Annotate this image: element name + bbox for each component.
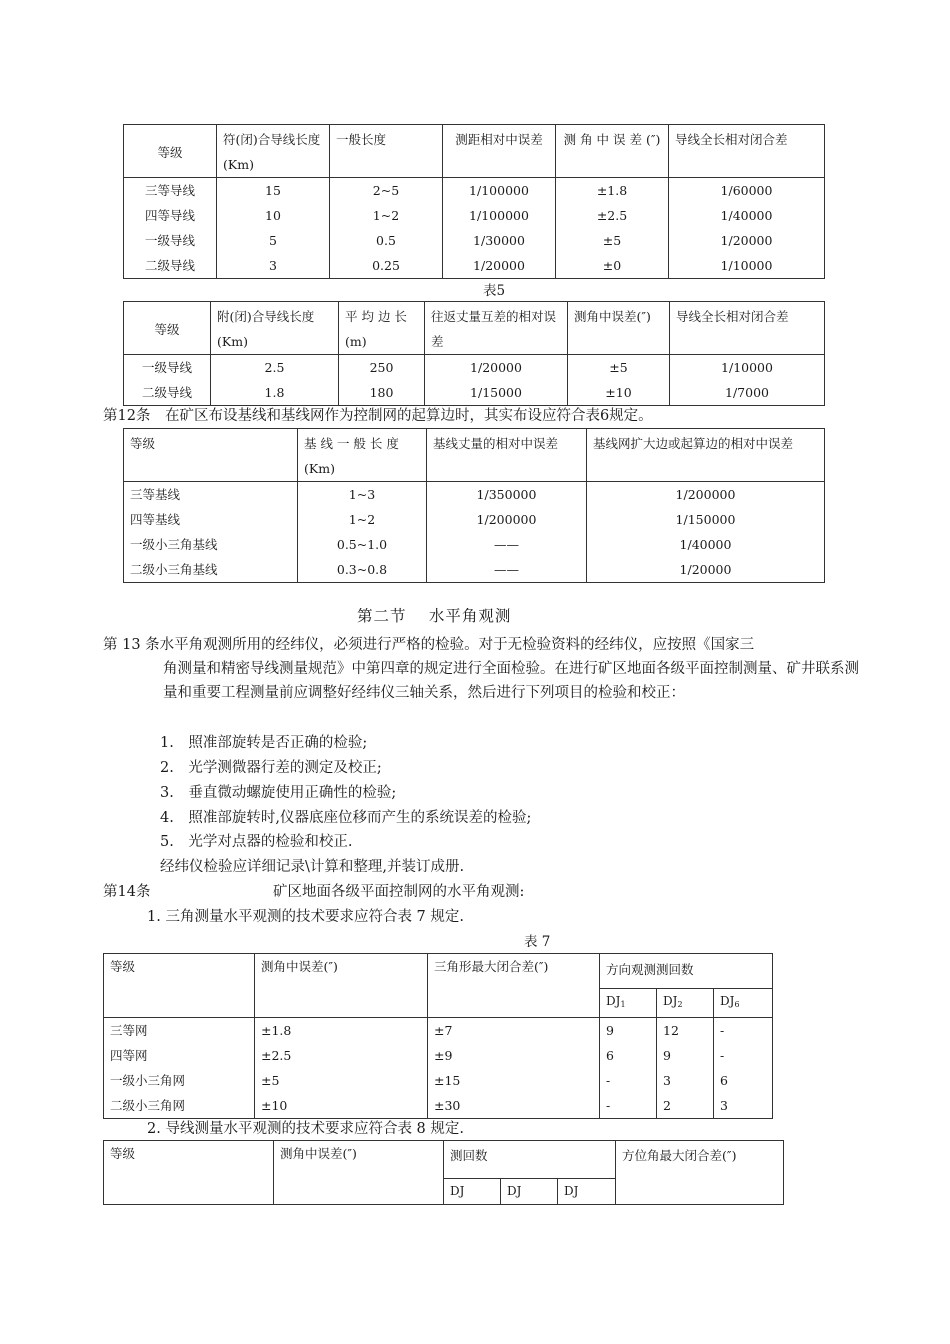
cell: 2~5 (330, 178, 443, 204)
table-row (124, 557, 825, 583)
cell: ±0 (556, 253, 669, 279)
cell: 9 (600, 1018, 657, 1044)
t8-header-azimuth-closure: 方位角最大闭合差(″) (616, 1141, 784, 1205)
table-5 (123, 301, 825, 406)
table-row (124, 507, 825, 532)
cell: ±15 (428, 1068, 600, 1093)
t5-header-closure: 导线全长相对闭合差 (670, 302, 825, 355)
cell: ±5 (568, 355, 670, 381)
t7-header-grade: 等级 (104, 954, 255, 1018)
cell: 二级小三角基线 (124, 557, 298, 583)
cell: 2.5 (211, 355, 339, 381)
table-row (124, 228, 825, 253)
cell: 1~2 (330, 203, 443, 228)
cell: 四等导线 (124, 203, 217, 228)
cell: 1/15000 (425, 380, 568, 406)
t6-header-base-error: 基线网扩大边或起算边的相对中误差 (587, 429, 825, 482)
t8-header-grade: 等级 (104, 1141, 274, 1205)
cell: 四等网 (104, 1043, 255, 1068)
cell: 四等基线 (124, 507, 298, 532)
cell: ±2.5 (556, 203, 669, 228)
check-note: 经纬仪检验应详细记录\计算和整理,并装订成册. (160, 859, 465, 875)
t7-header-rounds: 方向观测测回数 (600, 954, 773, 989)
cell: 1/200000 (427, 507, 587, 532)
cell: 1/100000 (443, 178, 556, 204)
cell: 1/30000 (443, 228, 556, 253)
cell: 三等网 (104, 1018, 255, 1044)
table-row (104, 1018, 773, 1044)
cell: 2 (657, 1093, 714, 1119)
t5-header-avg-side: 平 均 边 长 (m) (339, 302, 425, 355)
cell: 3 (657, 1068, 714, 1093)
article-14-item-1: 1. 三角测量水平观测的技术要求应符合表 7 规定. (147, 909, 464, 925)
cell: 0.5 (330, 228, 443, 253)
cell: 1/100000 (443, 203, 556, 228)
cell: - (600, 1068, 657, 1093)
cell: ±7 (428, 1018, 600, 1044)
cell: 3 (217, 253, 330, 279)
cell: 二级导线 (124, 253, 217, 279)
cell: 1/40000 (669, 203, 825, 228)
cell: 15 (217, 178, 330, 204)
cell: 0.25 (330, 253, 443, 279)
table-6 (123, 428, 825, 583)
section-title: 第二节 水平角观测 (357, 607, 512, 625)
table-7-caption: 表 7 (524, 934, 551, 950)
cell: 1/20000 (443, 253, 556, 279)
table-row (124, 482, 825, 508)
cell: ±5 (556, 228, 669, 253)
table-4 (123, 124, 825, 279)
article-14-label: 第14条 (103, 884, 151, 900)
t7-header-triangle-closure: 三角形最大闭合差(″) (428, 954, 600, 1018)
t4-header-angle-error: 测 角 中 误 差 (″) (556, 125, 669, 178)
t8-subheader-dj-1: DJ (444, 1179, 501, 1205)
cell: 二级导线 (124, 380, 211, 406)
check-item-2: 2. 光学测微器行差的测定及校正; (160, 760, 382, 776)
cell: - (600, 1093, 657, 1119)
article-14-item-2: 2. 导线测量水平观测的技术要求应符合表 8 规定. (147, 1121, 464, 1137)
cell: 一级小三角网 (104, 1068, 255, 1093)
cell: 1/150000 (587, 507, 825, 532)
cell: 10 (217, 203, 330, 228)
cell: 3 (714, 1093, 773, 1119)
cell: 1~2 (298, 507, 427, 532)
table-7 (103, 953, 773, 1119)
cell: 1~3 (298, 482, 427, 508)
cell: 1/10000 (670, 355, 825, 381)
t8-header-rounds: 测回数 (444, 1141, 616, 1179)
table-5-caption: 表5 (483, 283, 506, 299)
cell: 一级导线 (124, 355, 211, 381)
cell: ±5 (255, 1068, 428, 1093)
cell: ±1.8 (255, 1018, 428, 1044)
cell: 1/7000 (670, 380, 825, 406)
cell: —— (427, 532, 587, 557)
cell: - (714, 1018, 773, 1044)
cell: 1/20000 (587, 557, 825, 583)
article-13-continuation: 角测量和精密导线测量规范》中第四章的规定进行全面检验。在进行矿区地面各级平面控制测量、矿井联系测量和重要工程测量前应调整好经纬仪三轴关系，然后进行下列项目的检验和校正： (163, 661, 859, 701)
cell: 1/200000 (587, 482, 825, 508)
cell: 9 (657, 1043, 714, 1068)
check-item-3: 3. 垂直微动螺旋使用正确性的检验; (160, 785, 397, 801)
cell: 1/40000 (587, 532, 825, 557)
t7-subheader-dj2: $DJ_2$ (657, 989, 714, 1018)
cell: 180 (339, 380, 425, 406)
cell: ±10 (255, 1093, 428, 1119)
t5-header-tape-error: 往返丈量互差的相对误差 (425, 302, 568, 355)
cell: 1/20000 (669, 228, 825, 253)
t7-header-angle-error: 测角中误差(″) (255, 954, 428, 1018)
cell: 1/20000 (425, 355, 568, 381)
table-row (124, 355, 825, 381)
article-13-first-line: 第 13 条水平角观测所用的经纬仪，必须进行严格的检验。对于无检验资料的经纬仪，应按照《国家三 (103, 637, 755, 653)
cell: 二级小三角网 (104, 1093, 255, 1119)
t5-header-angle-error: 测角中误差(″) (568, 302, 670, 355)
check-item-4: 4. 照准部旋转时,仪器底座位移而产生的系统误差的检验; (160, 810, 532, 826)
cell: 12 (657, 1018, 714, 1044)
cell: 一级小三角基线 (124, 532, 298, 557)
cell: 三等基线 (124, 482, 298, 508)
cell: ±2.5 (255, 1043, 428, 1068)
t5-header-grade: 等级 (124, 302, 211, 355)
t6-header-length: 基 线 一 般 长 度 (Km) (298, 429, 427, 482)
cell: ±30 (428, 1093, 600, 1119)
cell: 6 (714, 1068, 773, 1093)
cell: ±10 (568, 380, 670, 406)
cell: 1/350000 (427, 482, 587, 508)
cell: 1/10000 (669, 253, 825, 279)
cell: 一级导线 (124, 228, 217, 253)
t6-header-tape-error: 基线丈量的相对中误差 (427, 429, 587, 482)
cell: 0.5~1.0 (298, 532, 427, 557)
table-row (104, 1043, 773, 1068)
table-8 (103, 1140, 784, 1205)
cell: - (714, 1043, 773, 1068)
table-row (124, 380, 825, 406)
t4-header-length: 符(闭)合导线长度(Km) (217, 125, 330, 178)
cell: ±1.8 (556, 178, 669, 204)
t6-header-grade: 等级 (124, 429, 298, 482)
cell: 1/60000 (669, 178, 825, 204)
t4-header-dist-error: 测距相对中误差 (443, 125, 556, 178)
t8-subheader-dj-2: DJ (501, 1179, 558, 1205)
table-row (124, 203, 825, 228)
cell: 三等导线 (124, 178, 217, 204)
check-item-5: 5. 光学对点器的检验和校正. (160, 834, 353, 850)
article-14-text: 矿区地面各级平面控制网的水平角观测: (273, 884, 525, 900)
cell: 1.8 (211, 380, 339, 406)
t7-subheader-dj6: $DJ_6$ (714, 989, 773, 1018)
table-row (124, 532, 825, 557)
t4-header-general: 一般长度 (330, 125, 443, 178)
cell: 250 (339, 355, 425, 381)
cell: 0.3~0.8 (298, 557, 427, 583)
article-12: 第12条 在矿区布设基线和基线网作为控制网的起算边时，其实布设应符合表6规定。 (103, 408, 653, 424)
t7-subheader-dj1: $DJ_1$ (600, 989, 657, 1018)
cell: 5 (217, 228, 330, 253)
t8-header-angle-error: 测角中误差(″) (274, 1141, 444, 1205)
table-row (124, 178, 825, 204)
t5-header-length: 附(闭)合导线长度(Km) (211, 302, 339, 355)
t4-header-grade: 等级 (124, 125, 217, 178)
cell: 6 (600, 1043, 657, 1068)
cell: —— (427, 557, 587, 583)
table-row (104, 1068, 773, 1093)
table-row (124, 253, 825, 279)
table-row (104, 1093, 773, 1119)
t8-subheader-dj-3: DJ (558, 1179, 616, 1205)
check-item-1: 1. 照准部旋转是否正确的检验; (160, 735, 368, 751)
t4-header-closure: 导线全长相对闭合差 (669, 125, 825, 178)
cell: ±9 (428, 1043, 600, 1068)
